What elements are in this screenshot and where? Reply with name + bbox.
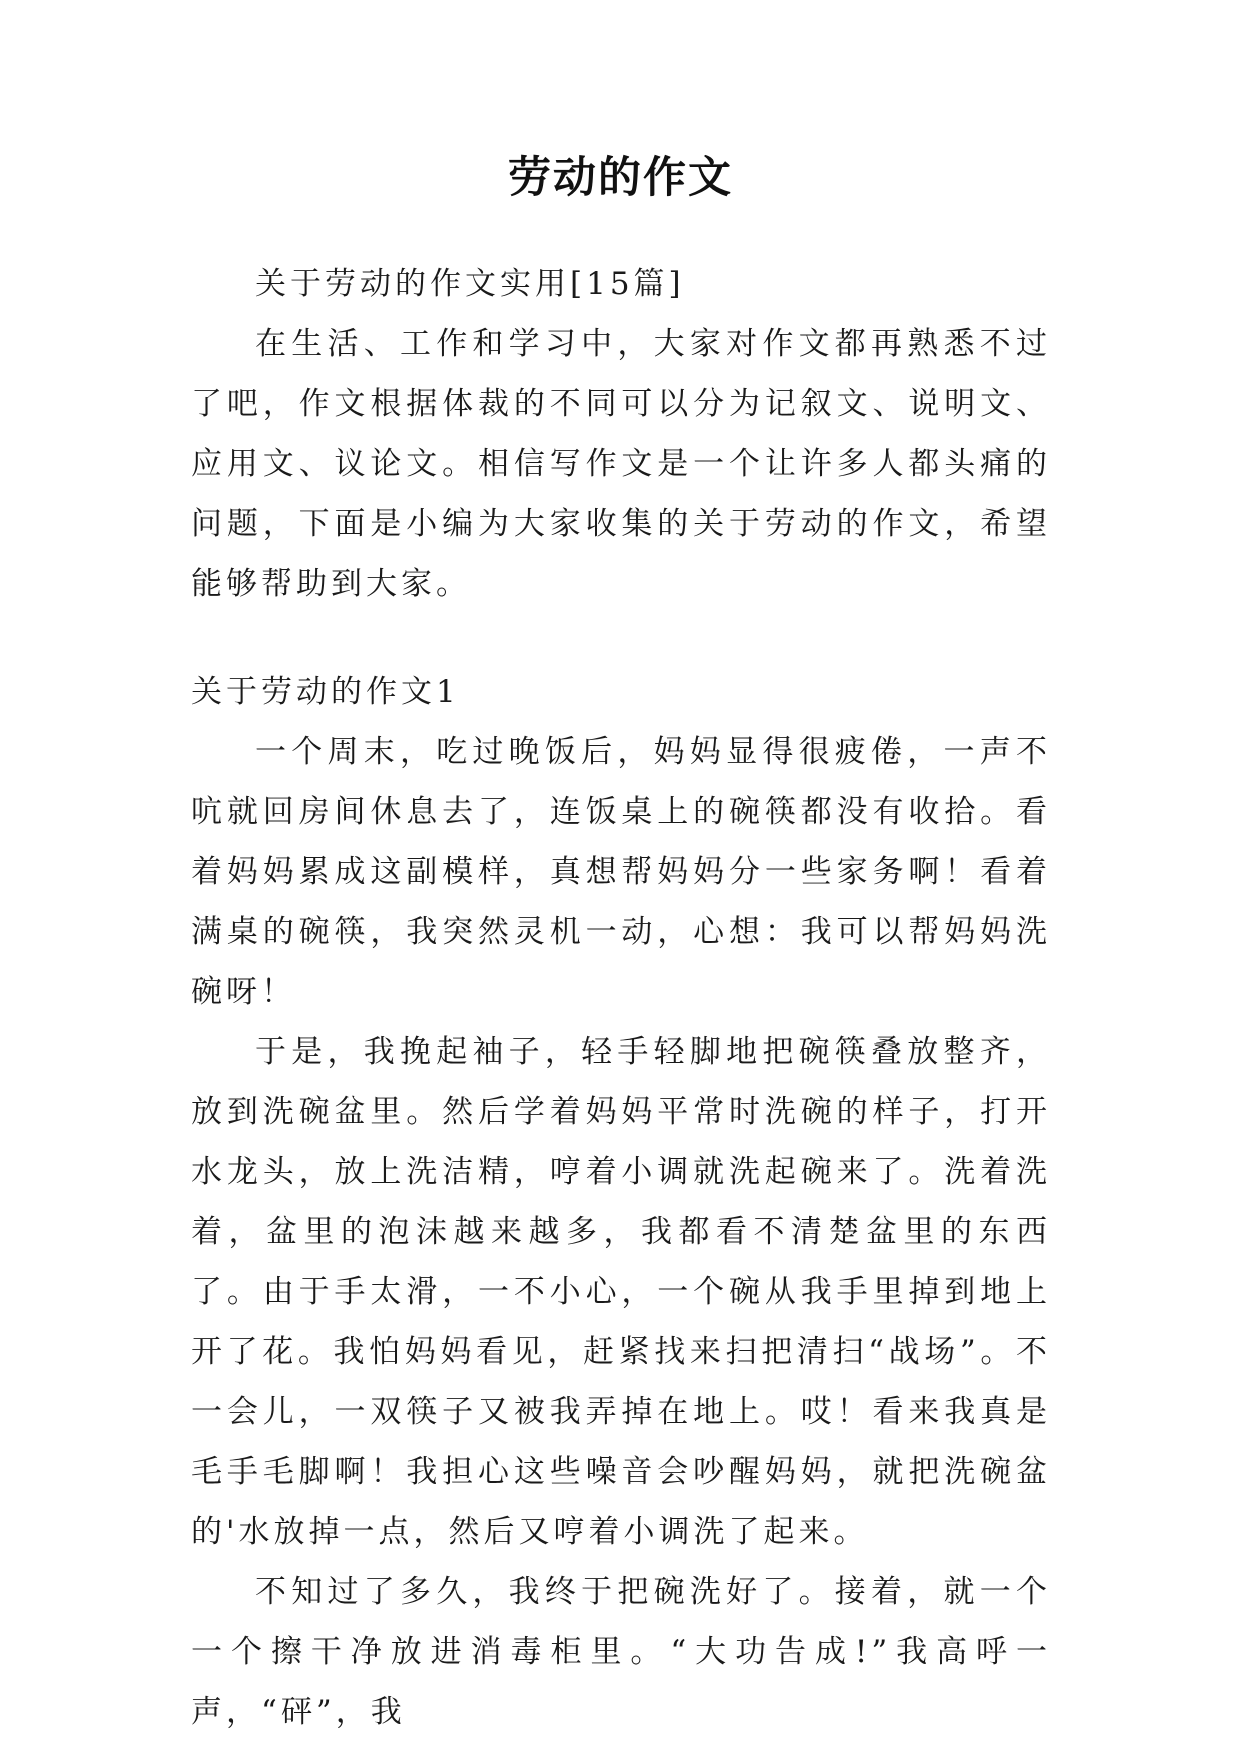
body-paragraph-2: 于是，我挽起袖子，轻手轻脚地把碗筷叠放整齐，放到洗碗盆里。然后学着妈妈平常时洗碗的样子，打开水龙头，放上洗洁精，哼着小调就洗起碗来了。洗着洗着，盆里的泡沫越来越多，我都看不清楚盆里的东西了。由于手太滑，一不小心，一个碗从我手里掉到地上开了花。我怕妈妈看见，赶紧找来扫把清扫“战场”。不一会儿，一双筷子又被我弄掉在地上。哎！看来我真是毛手毛脚啊！我担心这些噪音会吵醒妈妈，就把洗碗盆的'水放掉一点，然后又哼着小调洗了起来。 <box>191 1034 1051 1550</box>
intro-paragraph: 在生活、工作和学习中，大家对作文都再熟悉不过了吧，作文根据体裁的不同可以分为记叙文、说明文、应用文、议论文。相信写作文是一个让许多人都头痛的问题，下面是小编为大家收集的关于劳动的作文，希望能够帮助到大家。 <box>191 326 1051 602</box>
document-title: 劳动的作文 <box>508 153 733 203</box>
section-heading: 关于劳动的作文1 <box>191 674 460 710</box>
document-subtitle: 关于劳动的作文实用[15篇] <box>255 266 685 302</box>
body-paragraph-1: 一个周末，吃过晚饭后，妈妈显得很疲倦，一声不吭就回房间休息去了，连饭桌上的碗筷都没有收拾。看着妈妈累成这副模样，真想帮妈妈分一些家务啊！看着满桌的碗筷，我突然灵机一动，心想：我可以帮妈妈洗碗呀！ <box>191 734 1051 1010</box>
body-paragraph-3: 不知过了多久，我终于把碗洗好了。接着，就一个一个擦干净放进消毒柜里。“大功告成!”我高呼一声，“砰”，我 <box>191 1574 1051 1730</box>
document-body <box>191 254 1051 1742</box>
